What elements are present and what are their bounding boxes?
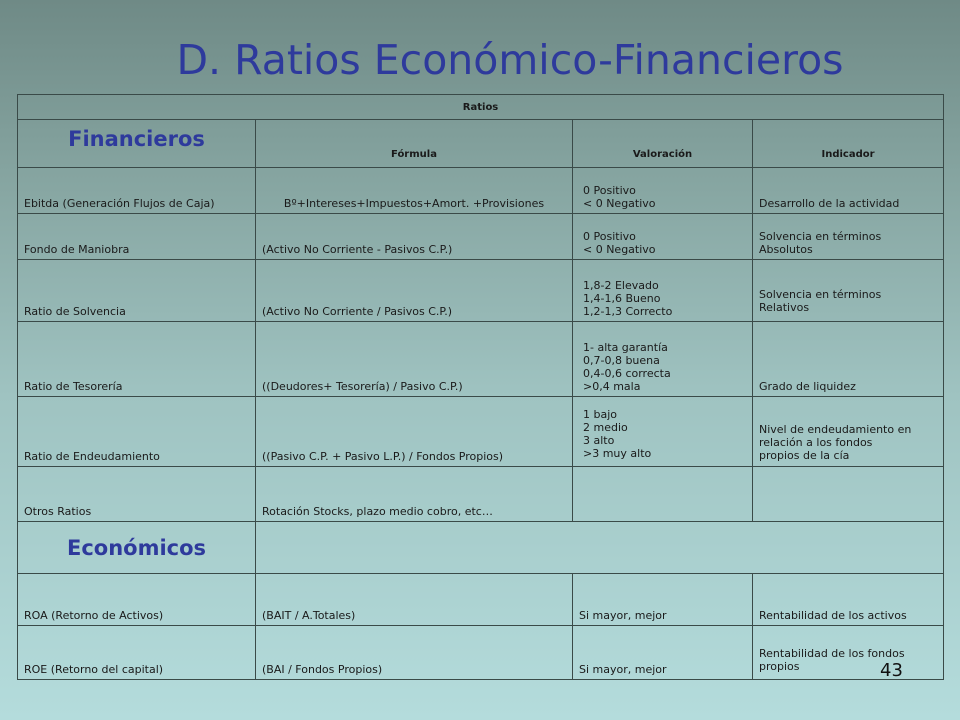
ratio-indicador [753,397,944,467]
table-row [18,260,944,322]
ratio-valoracion [573,467,753,522]
ratio-name: ROA (Retorno de Activos) [18,574,256,626]
table-row [18,397,944,467]
valoracion-line: 0,7-0,8 buena [583,354,660,367]
ratio-formula: (BAIT / A.Totales) [256,574,573,626]
ratio-valoracion: Si mayor, mejor [573,626,753,680]
ratio-indicador [753,626,944,680]
valoracion-line: 2 medio [583,421,628,434]
ratio-formula: (BAI / Fondos Propios) [256,626,573,680]
ratio-name: Ratio de Tesorería [18,322,256,397]
ratio-formula: Bº+Intereses+Impuestos+Amort. +Provisiones [256,168,573,214]
indicador-line: Absolutos [759,243,813,256]
valoracion-line: 3 alto [583,434,615,447]
ratio-name: ROE (Retorno del capital) [18,626,256,680]
ratio-formula: ((Pasivo C.P. + Pasivo L.P.) / Fondos Propios) [256,397,573,467]
slide-title: D. Ratios Económico-Financieros [176,36,844,84]
ratio-formula: Rotación Stocks, plazo medio cobro, etc… [256,467,573,522]
ratio-valoracion [573,322,753,397]
valoracion-line: >3 muy alto [583,447,652,460]
valoracion-line: < 0 Negativo [583,243,656,256]
indicador-line: Nivel de endeudamiento en [759,423,912,436]
ratio-valoracion [573,260,753,322]
ratio-name: Ratio de Endeudamiento [18,397,256,467]
ratio-valoracion [573,397,753,467]
ratio-indicador: Rentabilidad de los activos [753,574,944,626]
ratio-indicador: Desarrollo de la actividad [753,168,944,214]
table-row [18,168,944,214]
valoracion-line: < 0 Negativo [583,197,656,210]
table-row [18,214,944,260]
ratio-name: Ebitda (Generación Flujos de Caja) [18,168,256,214]
ratio-formula: ((Deudores+ Tesorería) / Pasivo C.P.) [256,322,573,397]
page-number: 43 [880,660,903,681]
valoracion-line: 1- alta garantía [583,341,668,354]
valoracion-line: 1,2-1,3 Correcto [583,305,673,318]
indicador-line: propios de la cía [759,449,850,462]
column-header-formula: Fórmula [256,120,573,168]
indicador-line: propios [759,660,800,673]
column-header-indicador: Indicador [753,120,944,168]
table-header-row-top [18,95,944,120]
valoracion-line: 1,8-2 Elevado [583,279,659,292]
ratio-name: Otros Ratios [18,467,256,522]
valoracion-line: 0 Positivo [583,230,636,243]
ratio-indicador [753,467,944,522]
indicador-line: Relativos [759,301,810,314]
indicador-line: relación a los fondos [759,436,873,449]
ratio-valoracion [573,168,753,214]
ratios-table [17,94,944,680]
table-row [18,574,944,626]
indicador-line: Solvencia en términos [759,230,882,243]
ratio-name: Ratio de Solvencia [18,260,256,322]
valoracion-line: 0 Positivo [583,184,636,197]
valoracion-line: 0,4-0,6 correcta [583,367,671,380]
ratio-indicador [753,260,944,322]
ratio-formula: (Activo No Corriente / Pasivos C.P.) [256,260,573,322]
ratio-indicador [753,214,944,260]
section-spacer [256,522,944,574]
ratio-valoracion [573,214,753,260]
valoracion-line: >0,4 mala [583,380,641,393]
table-header-row [18,120,944,168]
header-ratios: Ratios [18,95,944,120]
section-financieros: Financieros [18,120,256,168]
valoracion-line: 1 bajo [583,408,618,421]
ratio-name: Fondo de Maniobra [18,214,256,260]
section-row-economicos [18,522,944,574]
indicador-line: Rentabilidad de los fondos [759,647,905,660]
ratio-formula: (Activo No Corriente - Pasivos C.P.) [256,214,573,260]
ratio-indicador: Grado de liquidez [753,322,944,397]
column-header-valoracion: Valoración [573,120,753,168]
ratio-valoracion: Si mayor, mejor [573,574,753,626]
table-row [18,626,944,680]
table-row [18,322,944,397]
valoracion-line: 1,4-1,6 Bueno [583,292,661,305]
table-row [18,467,944,522]
indicador-line: Solvencia en términos [759,288,882,301]
section-economicos: Económicos [18,522,256,574]
